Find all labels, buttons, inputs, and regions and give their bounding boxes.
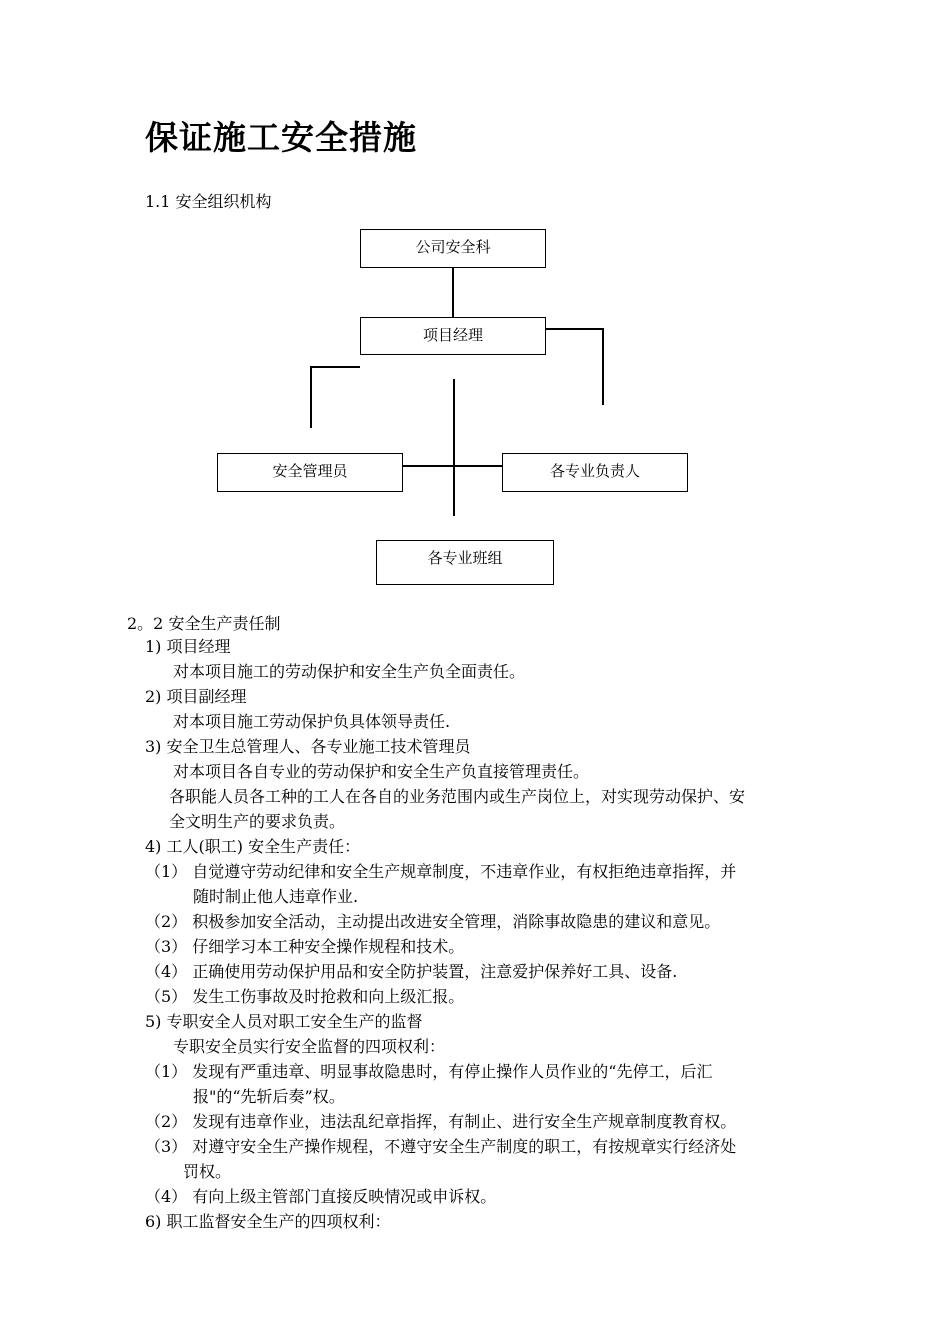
section-heading-responsibility: 2。2 安全生产责任制 xyxy=(127,614,281,633)
item-heading: 1) 项目经理 xyxy=(145,637,231,656)
sub-item: （2） 积极参加安全活动，主动提出改进安全管理，消除事故隐患的建议和意见。 xyxy=(145,912,721,931)
item-text: 各职能人员各工种的工人在各自的业务范围内或生产岗位上，对实现劳动保护、安 xyxy=(169,787,746,806)
item-text: 对本项目施工劳动保护负具体领导责任. xyxy=(173,712,451,731)
org-box-label: 各专业负责人 xyxy=(549,462,640,480)
connector-line xyxy=(310,366,360,368)
connector-line xyxy=(403,465,503,467)
item-text: 对本项目各自专业的劳动保护和安全生产负直接管理责任。 xyxy=(173,762,590,781)
page-title: 保证施工安全措施 xyxy=(145,118,417,157)
item-heading: 4) 工人(职工) 安全生产责任： xyxy=(145,837,361,856)
sub-item: （3） 对遵守安全生产操作规程，不遵守安全生产制度的职工，有按规章实行经济处 xyxy=(145,1137,737,1156)
sub-item-continuation: 罚权。 xyxy=(183,1162,232,1181)
org-box-label: 项目经理 xyxy=(422,326,483,344)
sub-item: （1） 发现有严重违章、明显事故隐患时，有停止操作人员作业的“先停工，后汇 xyxy=(145,1062,713,1081)
connector-line xyxy=(602,328,604,405)
sub-item: （1） 自觉遵守劳动纪律和安全生产规章制度，不违章作业，有权拒绝违章指挥，并 xyxy=(145,862,737,881)
connector-line xyxy=(452,268,454,317)
org-box-teams xyxy=(376,540,554,585)
connector-line xyxy=(310,366,312,428)
connector-line xyxy=(453,379,455,516)
org-box-safety-officer xyxy=(217,453,403,492)
item-heading: 3) 安全卫生总管理人、各专业施工技术管理员 xyxy=(145,737,471,756)
org-box-project-manager xyxy=(360,317,546,355)
sub-item-continuation: 随时制止他人违章作业. xyxy=(193,887,359,906)
connector-line xyxy=(546,328,603,330)
item-text: 全文明生产的要求负责。 xyxy=(169,812,346,831)
org-box-label: 安全管理员 xyxy=(272,462,348,480)
sub-item-continuation: 报"的“先斩后奏”权。 xyxy=(193,1087,345,1106)
item-text: 专职安全员实行安全监督的四项权利： xyxy=(173,1037,446,1056)
item-heading: 2) 项目副经理 xyxy=(145,687,247,706)
item-heading: 5) 专职安全人员对职工安全生产的监督 xyxy=(145,1012,423,1031)
item-heading: 6) 职工监督安全生产的四项权利： xyxy=(145,1212,391,1231)
sub-item: （2） 发现有违章作业，违法乱纪章指挥，有制止、进行安全生产规章制度教育权。 xyxy=(145,1112,737,1131)
item-text: 对本项目施工的劳动保护和安全生产负全面责任。 xyxy=(173,662,526,681)
section-heading-org: 1.1 安全组织机构 xyxy=(145,192,272,211)
org-box-label: 各专业班组 xyxy=(427,549,503,567)
sub-item: （4） 有向上级主管部门直接反映情况或申诉权。 xyxy=(145,1187,497,1206)
sub-item: （4） 正确使用劳动保护用品和安全防护装置，注意爱护保养好工具、设备. xyxy=(145,962,678,981)
org-box-company-safety xyxy=(360,229,546,268)
org-box-specialty-leads xyxy=(502,453,688,492)
sub-item: （3） 仔细学习本工种安全操作规程和技术。 xyxy=(145,937,465,956)
org-box-label: 公司安全科 xyxy=(415,238,491,256)
sub-item: （5） 发生工伤事故及时抢救和向上级汇报。 xyxy=(145,987,465,1006)
